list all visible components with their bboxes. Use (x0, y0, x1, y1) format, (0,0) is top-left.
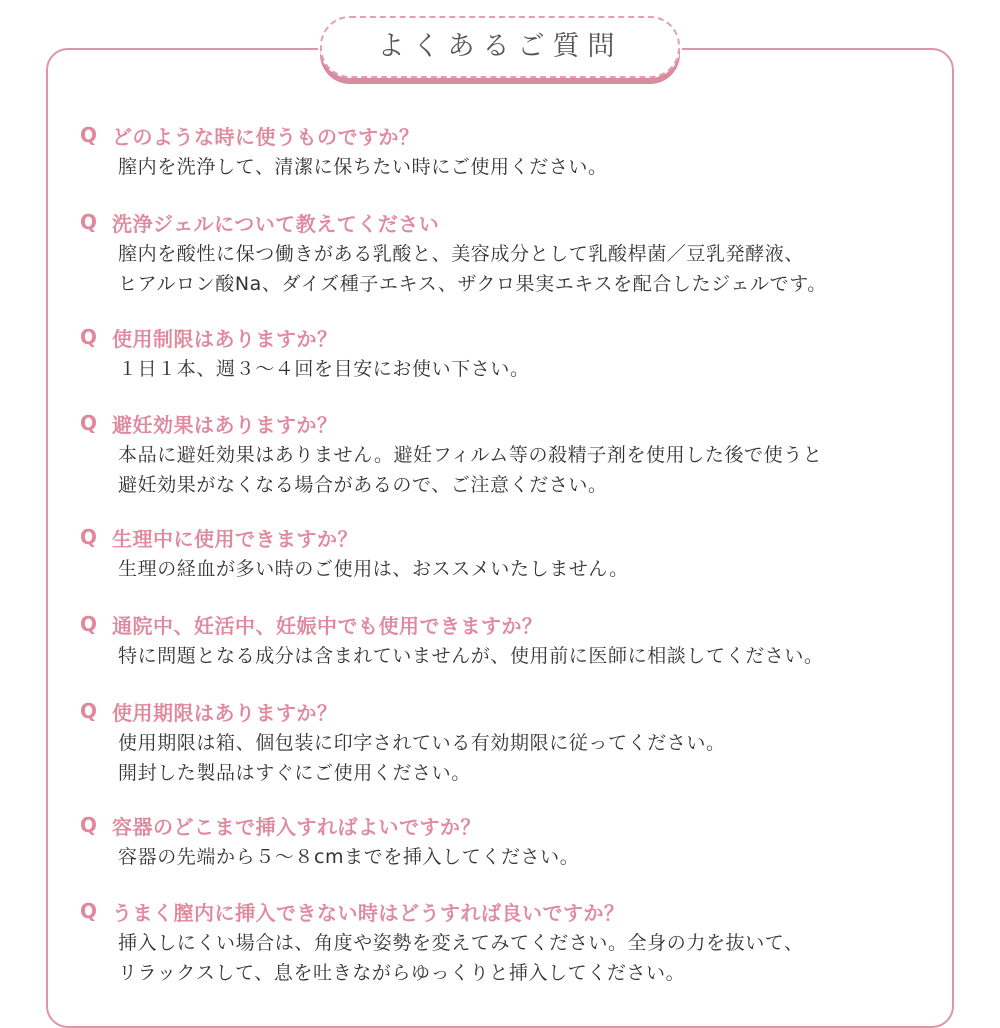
faq-item (80, 696, 940, 788)
title-tab (318, 14, 682, 86)
q-marker: Q (80, 411, 98, 435)
answer-line: 使用期限は箱、個包装に印字されている有効期限に従ってください。 (118, 732, 726, 754)
question-row (80, 408, 940, 438)
question-row (80, 696, 940, 726)
answer (118, 554, 940, 584)
q-marker: Q (80, 612, 98, 636)
answer-line: 開封した製品はすぐにご使用ください。 (118, 762, 471, 784)
question-text: 通院中、妊活中、妊娠中でも使用できますか？ (112, 613, 543, 638)
question-text: うまく膣内に挿入できない時はどうすれば良いですか？ (112, 900, 625, 925)
question-row (80, 609, 940, 639)
question-text: 使用期限はありますか？ (112, 700, 338, 725)
answer (118, 928, 940, 988)
q-marker: Q (80, 210, 98, 234)
question-text: 容器のどこまで挿入すればよいですか？ (112, 814, 481, 839)
q-marker: Q (80, 699, 98, 723)
answer-line: 容器の先端から５～８cmまでを挿入してください。 (118, 846, 580, 868)
answer-line: ヒアルロン酸Na、ダイズ種子エキス、ザクロ果実エキスを配合したジェルです。 (118, 273, 827, 295)
answer-line: リラックスして、息を吐きながらゆっくりと挿入してください。 (118, 962, 686, 984)
question-text: どのような時に使うものですか？ (112, 124, 420, 149)
answer-line: １日１本、週３～４回を目安にお使い下さい。 (118, 358, 530, 380)
faq-item (80, 322, 940, 384)
question-row (80, 207, 940, 237)
faq-item (80, 207, 940, 299)
question-text: 生理中に使用できますか？ (112, 526, 358, 551)
q-marker: Q (80, 525, 98, 549)
q-marker: Q (80, 813, 98, 837)
faq-item (80, 609, 940, 671)
answer (118, 641, 940, 671)
question-text: 使用制限はありますか？ (112, 326, 338, 351)
faq-item (80, 120, 940, 182)
faq-item (80, 522, 940, 584)
answer (118, 842, 940, 872)
question-row (80, 322, 940, 352)
answer-line: 膣内を洗浄して、清潔に保ちたい時にご使用ください。 (118, 156, 608, 178)
answer (118, 728, 940, 788)
q-marker: Q (80, 899, 98, 923)
answer-line: 生理の経血が多い時のご使用は、おススメいたしません。 (118, 558, 629, 580)
answer (118, 440, 940, 500)
page-title: よくあるご質問 (377, 31, 623, 62)
question-text: 洗浄ジェルについて教えてください (112, 211, 440, 236)
answer (118, 152, 940, 182)
answer-line: 膣内を酸性に保つ働きがある乳酸と、美容成分として乳酸桿菌／豆乳発酵液、 (118, 243, 805, 265)
faq-item (80, 810, 940, 872)
question-text: 避妊効果はありますか？ (112, 412, 338, 437)
answer (118, 239, 940, 299)
answer-line: 避妊効果がなくなる場合があるので、ご注意ください。 (118, 474, 608, 496)
q-marker: Q (80, 325, 98, 349)
faq-item (80, 896, 940, 988)
answer (118, 354, 940, 384)
question-row (80, 120, 940, 150)
answer-line: 挿入しにくい場合は、角度や姿勢を変えてみてください。全身の力を抜いて、 (118, 932, 804, 954)
faq-item (80, 408, 940, 500)
question-row (80, 522, 940, 552)
q-marker: Q (80, 123, 98, 147)
question-row (80, 896, 940, 926)
question-row (80, 810, 940, 840)
answer-line: 特に問題となる成分は含まれていませんが、使用前に医師に相談してください。 (118, 645, 824, 667)
answer-line: 本品に避妊効果はありません。避妊フィルム等の殺精子剤を使用した後で使うと (118, 444, 823, 466)
